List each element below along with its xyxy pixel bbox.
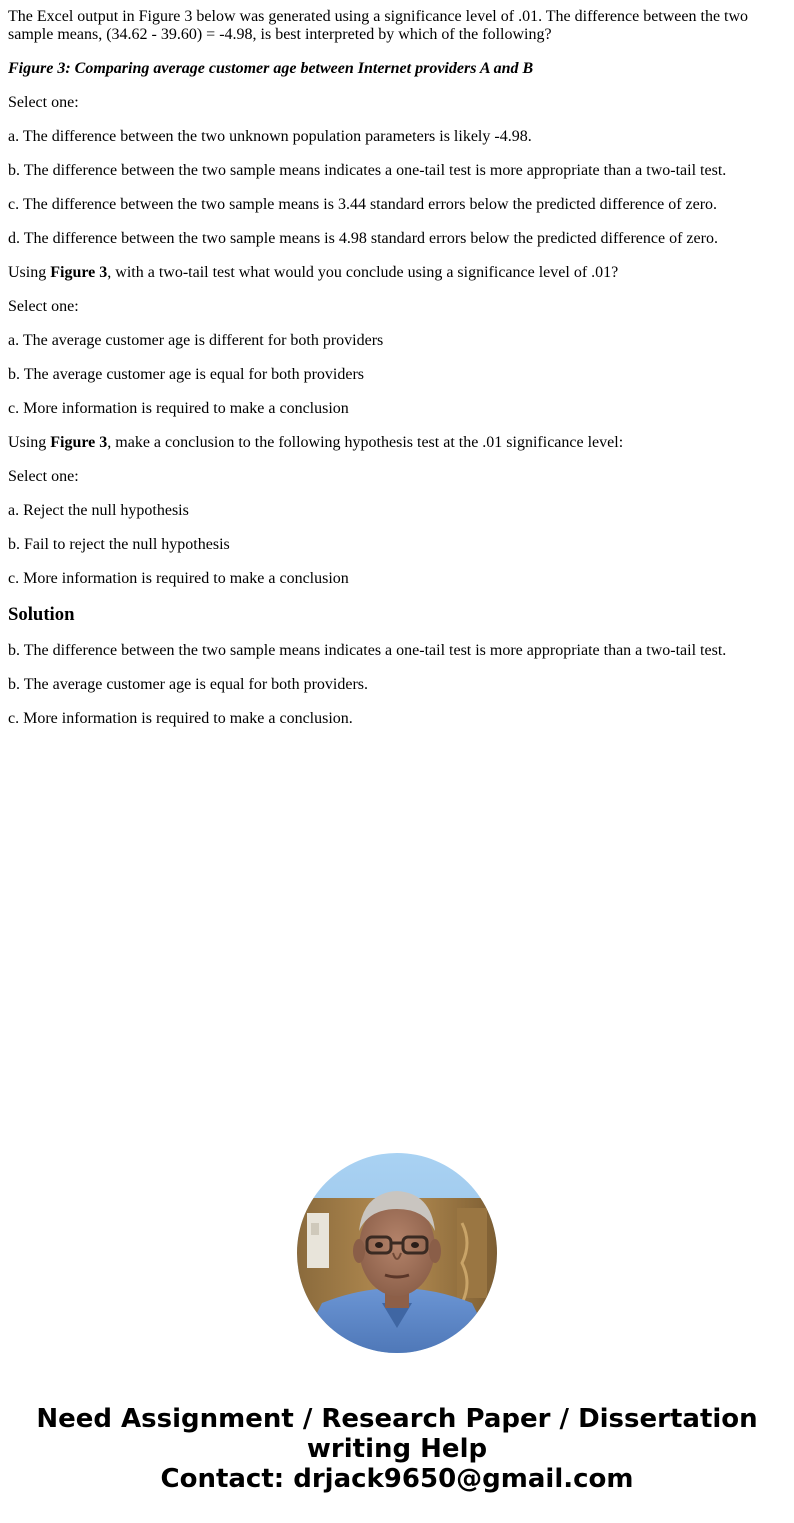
question1-option-d: d. The difference between the two sample means is 4.98 standard errors below the predicted difference of zero. bbox=[8, 230, 718, 247]
question1-intro: The Excel output in Figure 3 below was generated using a significance level of .01. The difference between the two sample means, (34.62 - 39.60) = -4.98, is best interpreted by which of the following? bbox=[8, 8, 749, 43]
question2-prefix: Using bbox=[8, 264, 51, 281]
question2-suffix: , with a two-tail test what would you conclude using a significance level of .01? bbox=[107, 264, 619, 281]
figure-caption: Figure 3: Comparing average customer age between Internet providers A and B bbox=[8, 60, 534, 77]
question3-option-a: a. Reject the null hypothesis bbox=[8, 502, 189, 519]
author-photo bbox=[297, 1153, 497, 1353]
question2-option-b: b. The average customer age is equal for both providers bbox=[8, 366, 365, 383]
solution-answer-3: c. More information is required to make a conclusion. bbox=[8, 710, 353, 727]
solution-heading: Solution bbox=[8, 604, 75, 625]
question3-select-one: Select one: bbox=[8, 468, 79, 485]
question3-prompt bbox=[8, 434, 786, 452]
question2-option-a: a. The average customer age is different for both providers bbox=[8, 332, 384, 349]
contact-banner bbox=[0, 1404, 794, 1494]
question2-figure-ref: Figure 3 bbox=[50, 264, 108, 281]
question3-option-c: c. More information is required to make a conclusion bbox=[8, 570, 349, 587]
footer-line-2: writing Help bbox=[306, 1434, 488, 1464]
question1-option-a: a. The difference between the two unknown population parameters is likely -4.98. bbox=[8, 128, 532, 145]
question1-option-b: b. The difference between the two sample means indicates a one-tail test is more appropriate than a two-tail test. bbox=[8, 162, 727, 179]
question2-option-c: c. More information is required to make a conclusion bbox=[8, 400, 349, 417]
question2-select-one: Select one: bbox=[8, 298, 79, 315]
author-portrait-icon bbox=[297, 1153, 497, 1353]
question2-prompt bbox=[8, 264, 786, 282]
question3-prefix: Using bbox=[8, 434, 51, 451]
footer-contact-email: Contact: drjack9650@gmail.com bbox=[160, 1464, 634, 1494]
question1-select-one: Select one: bbox=[8, 94, 79, 111]
question3-suffix: , make a conclusion to the following hypothesis test at the .01 significance level: bbox=[107, 434, 624, 451]
footer-line-1: Need Assignment / Research Paper / Dissertation bbox=[36, 1404, 758, 1434]
solution-answer-2: b. The average customer age is equal for both providers. bbox=[8, 676, 369, 693]
solution-answer-1: b. The difference between the two sample means indicates a one-tail test is more appropriate than a two-tail test. bbox=[8, 642, 727, 659]
document-body bbox=[8, 8, 786, 744]
question3-option-b: b. Fail to reject the null hypothesis bbox=[8, 536, 230, 553]
question1-option-c: c. The difference between the two sample means is 3.44 standard errors below the predicted difference of zero. bbox=[8, 196, 718, 213]
question3-figure-ref: Figure 3 bbox=[50, 434, 108, 451]
